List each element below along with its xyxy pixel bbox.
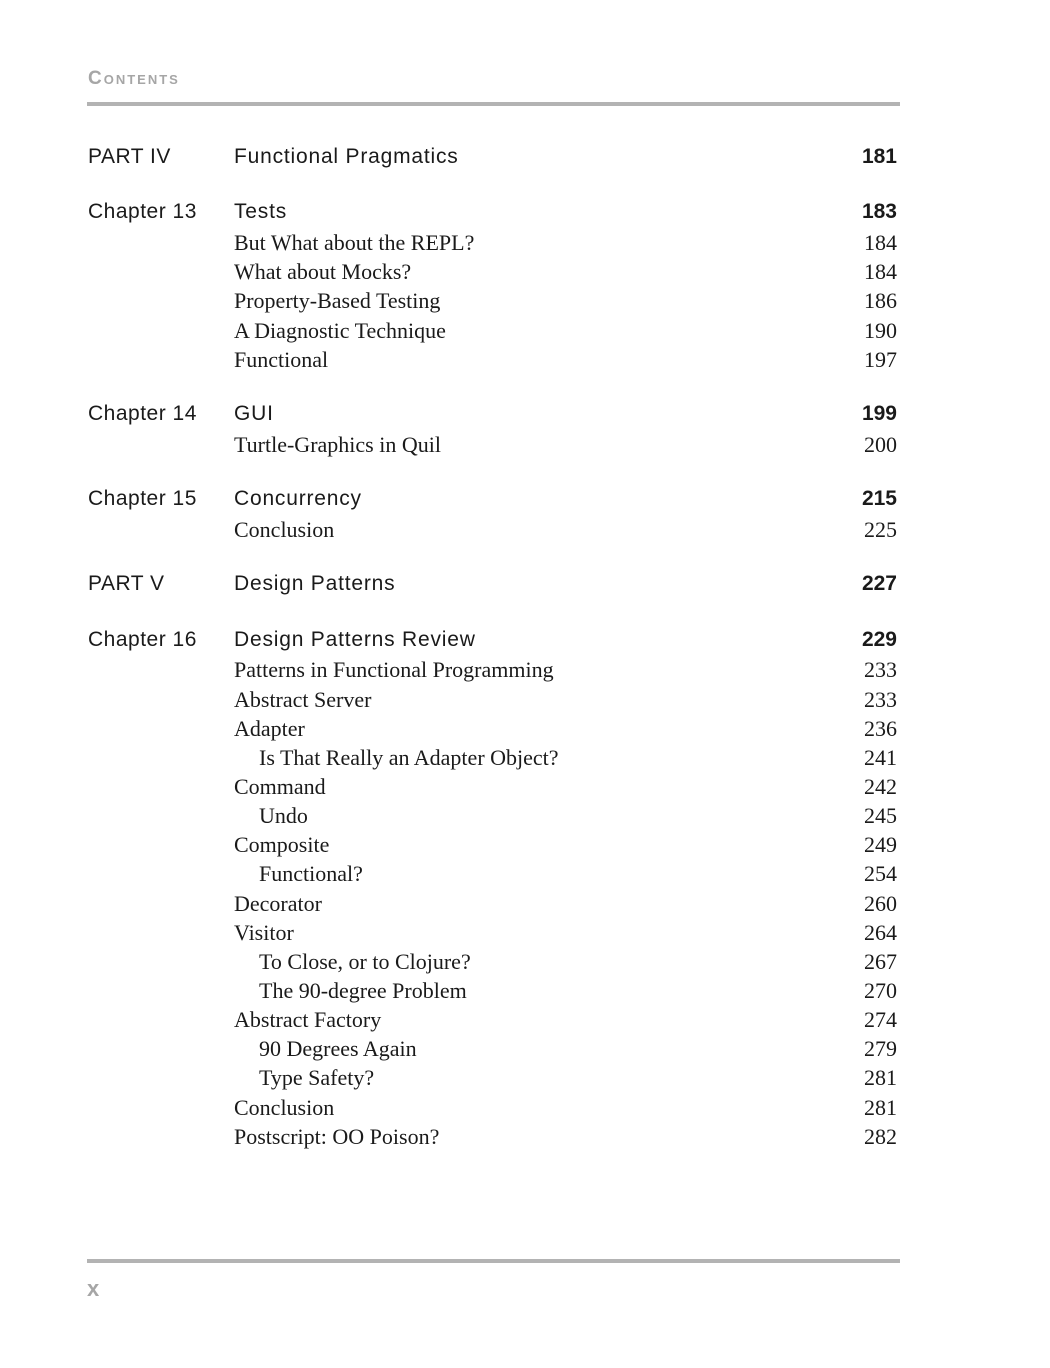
chapter-label: Chapter 16 xyxy=(88,628,197,651)
toc-entry[interactable] xyxy=(0,1124,1050,1154)
entry-page: 197 xyxy=(864,347,897,372)
toc-chapter-15[interactable] xyxy=(0,487,1050,517)
entry-title: Visitor xyxy=(234,920,294,945)
toc-subentry[interactable] xyxy=(0,803,1050,833)
entry-title: Turtle-Graphics in Quil xyxy=(234,432,441,457)
chapter-title: Design Patterns Review xyxy=(234,628,476,651)
part-title: Functional Pragmatics xyxy=(234,145,459,168)
chapter-label: Chapter 13 xyxy=(88,200,197,223)
entry-page: 233 xyxy=(864,657,897,682)
entry-page: 260 xyxy=(864,891,897,916)
toc-entry[interactable] xyxy=(0,774,1050,804)
toc-entry[interactable] xyxy=(0,687,1050,717)
page-number: x xyxy=(87,1276,100,1301)
entry-page: 270 xyxy=(864,978,897,1003)
entry-page: 281 xyxy=(864,1065,897,1090)
entry-title: Patterns in Functional Programming xyxy=(234,657,554,682)
chapter-page: 183 xyxy=(861,200,897,223)
toc-entry[interactable] xyxy=(0,920,1050,950)
entry-page: 274 xyxy=(864,1007,897,1032)
chapter-title: Tests xyxy=(234,200,288,223)
toc-entry[interactable] xyxy=(0,891,1050,921)
entry-page: 267 xyxy=(864,949,897,974)
entry-page: 236 xyxy=(864,716,897,741)
entry-page: 264 xyxy=(864,920,897,945)
header-rule xyxy=(87,102,900,106)
entry-title: 90 Degrees Again xyxy=(259,1036,417,1061)
chapter-title: GUI xyxy=(234,402,274,425)
chapter-page: 199 xyxy=(861,402,897,425)
entry-title: Postscript: OO Poison? xyxy=(234,1124,440,1149)
entry-title: What about Mocks? xyxy=(234,259,412,284)
toc-chapter-13[interactable] xyxy=(0,200,1050,230)
toc-subentry[interactable] xyxy=(0,1065,1050,1095)
entry-title: Abstract Factory xyxy=(234,1007,382,1032)
toc-entry[interactable] xyxy=(0,1095,1050,1125)
entry-title: Is That Really an Adapter Object? xyxy=(259,745,559,770)
entry-page: 245 xyxy=(864,803,897,828)
entry-title: Composite xyxy=(234,832,330,857)
toc-entry[interactable] xyxy=(0,259,1050,289)
entry-page: 186 xyxy=(864,288,897,313)
entry-page: 249 xyxy=(864,832,897,857)
toc-entry[interactable] xyxy=(0,832,1050,862)
toc-subentry[interactable] xyxy=(0,745,1050,775)
entry-title: Adapter xyxy=(234,716,305,741)
toc-part-iv[interactable] xyxy=(0,145,1050,175)
toc-entry[interactable] xyxy=(0,716,1050,746)
entry-page: 281 xyxy=(864,1095,897,1120)
entry-page: 200 xyxy=(864,432,897,457)
toc-entry[interactable] xyxy=(0,1007,1050,1037)
toc-part-v[interactable] xyxy=(0,572,1050,602)
toc-subentry[interactable] xyxy=(0,1036,1050,1066)
entry-page: 242 xyxy=(864,774,897,799)
toc-subentry[interactable] xyxy=(0,978,1050,1008)
entry-page: 241 xyxy=(864,745,897,770)
part-label: PART IV xyxy=(88,145,171,168)
entry-title: Command xyxy=(234,774,326,799)
toc-chapter-14[interactable] xyxy=(0,402,1050,432)
entry-title: Type Safety? xyxy=(259,1065,375,1090)
entry-page: 282 xyxy=(864,1124,897,1149)
chapter-label: Chapter 15 xyxy=(88,487,197,510)
entry-title: The 90-degree Problem xyxy=(259,978,467,1003)
toc-entry[interactable] xyxy=(0,347,1050,377)
page-header-title: Contents xyxy=(88,68,180,89)
entry-title: Undo xyxy=(259,803,308,828)
entry-title: Conclusion xyxy=(234,1095,335,1120)
entry-title: Property-Based Testing xyxy=(234,288,441,313)
entry-page: 254 xyxy=(864,861,897,886)
entry-title: Functional xyxy=(234,347,329,372)
toc-subentry[interactable] xyxy=(0,861,1050,891)
footer-rule xyxy=(87,1259,900,1263)
entry-title: Abstract Server xyxy=(234,687,372,712)
toc-entry[interactable] xyxy=(0,517,1050,547)
entry-page: 184 xyxy=(864,230,897,255)
entry-title: A Diagnostic Technique xyxy=(234,318,446,343)
chapter-label: Chapter 14 xyxy=(88,402,197,425)
entry-title: To Close, or to Clojure? xyxy=(259,949,471,974)
chapter-title: Concurrency xyxy=(234,487,362,510)
part-page: 227 xyxy=(861,572,897,595)
toc-entry[interactable] xyxy=(0,657,1050,687)
toc-entry[interactable] xyxy=(0,432,1050,462)
toc-entry[interactable] xyxy=(0,230,1050,260)
chapter-page: 229 xyxy=(861,628,897,651)
entry-title: Conclusion xyxy=(234,517,335,542)
entry-page: 279 xyxy=(864,1036,897,1061)
entry-page: 225 xyxy=(864,517,897,542)
part-page: 181 xyxy=(861,145,897,168)
toc-chapter-16[interactable] xyxy=(0,628,1050,658)
entry-title: Functional? xyxy=(259,861,363,886)
toc-subentry[interactable] xyxy=(0,949,1050,979)
chapter-page: 215 xyxy=(861,487,897,510)
entry-page: 184 xyxy=(864,259,897,284)
entry-page: 233 xyxy=(864,687,897,712)
toc-entry[interactable] xyxy=(0,318,1050,348)
entry-title: But What about the REPL? xyxy=(234,230,475,255)
entry-page: 190 xyxy=(864,318,897,343)
entry-title: Decorator xyxy=(234,891,322,916)
toc-entry[interactable] xyxy=(0,288,1050,318)
part-title: Design Patterns xyxy=(234,572,396,595)
part-label: PART V xyxy=(88,572,165,595)
